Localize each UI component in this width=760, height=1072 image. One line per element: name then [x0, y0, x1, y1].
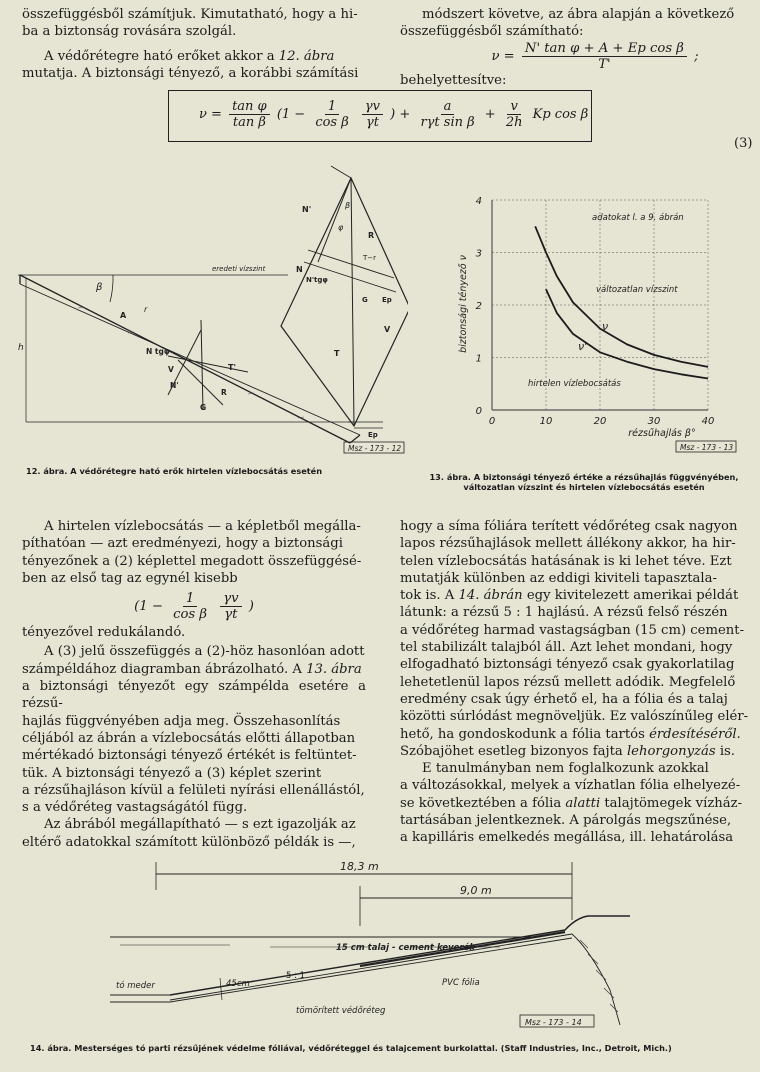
- figure-13-ref: Msz - 173 - 13: [680, 443, 734, 452]
- y-tick-label: 4: [475, 196, 482, 207]
- label-Ntgphi: N tgφ: [146, 347, 170, 356]
- x-tick-label: 20: [593, 416, 607, 427]
- text-line: közötti súrlódást megnöveljük. Ez valószínűleg elér-: [400, 709, 749, 725]
- text-line: lehetetlenül lapos rézsű mellett adódik. Megfelelő: [400, 674, 736, 690]
- right-column: [400, 518, 750, 847]
- text-line: számpéldához diagramban ábrázolható. A 13. ábra: [22, 661, 362, 677]
- poly-label-V: V: [384, 325, 391, 334]
- formula-3-box: ν = $\frac{\text{tan φ}}{\text{tan β}}$ (1 − $\frac{1}{\text{cos β}}$ $\frac{\gamma v}{\gamma t}$ ) + $\frac{a}{\text{rγt sin β}}$ + $\frac{v}{2h}$ Kp cos β: [168, 90, 592, 142]
- label-Nprime: N': [170, 381, 179, 390]
- x-tick-label: 10: [539, 416, 553, 427]
- text-line: ba a biztonság rovására szolgál.: [22, 24, 237, 40]
- text-line: ben az első tag az egynél kisebb: [22, 570, 238, 586]
- chart-xlabel: rézsűhajlás β°: [628, 428, 696, 439]
- formula-number: (3): [734, 136, 753, 151]
- text-line: A védőrétegre ható erőket akkor a 12. ábra: [44, 48, 335, 64]
- series-name-hirtelen: hirtelen vízlebocsátás: [528, 379, 621, 389]
- text-line: E tanulmányban nem foglalkozunk azokkal: [422, 761, 709, 777]
- text-line: eredmény csak úgy érhető el, ha a fólia és a talaj: [400, 691, 728, 707]
- figure-ref: 12. ábra: [278, 48, 335, 64]
- poly-label-phi: φ: [338, 223, 344, 232]
- text-line: mutatja. A biztonsági tényező, a korábbi számítási: [22, 65, 359, 81]
- label-h: h: [18, 343, 24, 353]
- text-line: eltérő adatokkal számított különböző példák is —,: [22, 834, 356, 850]
- text-line: a változásokkal, melyek a vízhatlan fólia elhelyezé-: [400, 778, 741, 794]
- series-line-valtozatlan: [535, 226, 708, 367]
- figure-12-ref: Msz - 173 - 12: [348, 444, 402, 453]
- dim-18-3m: 18,3 m: [340, 860, 379, 873]
- text-line: elfogadható biztonsági tényező csak gyakorlatilag: [400, 657, 735, 673]
- chart-label-nu-prime: ν': [578, 340, 588, 353]
- figure-14-caption: 14. ábra. Mesterséges tó parti rézsűjének védelme fóliával, védőréteggel és talajcement burkolattal. (Staff Industries, Inc., Detroit, Mich.): [30, 1043, 672, 1053]
- series-name-valtozatlan: változatlan vízszint: [596, 285, 678, 295]
- text-line: behelyettesítve:: [400, 72, 507, 88]
- text-line: hogy a síma fóliára terített védőréteg csak nagyon: [400, 519, 738, 534]
- poly-label-Ep: Ep: [382, 296, 392, 304]
- text-line: a kapilláris emelkedés megállása, ill. lehatárolása: [400, 830, 734, 846]
- top-right-text: [400, 6, 750, 89]
- text-line: látunk: a rézsű 5 : 1 hajlású. A rézsű felső részén: [400, 605, 728, 621]
- label-pvc-folia: PVC fólia: [442, 978, 480, 988]
- chart-ylabel: biztonsági tényező ν: [458, 255, 469, 353]
- poly-label-beta: β: [345, 201, 351, 210]
- figure-13-chart: [440, 184, 748, 466]
- figure-14: [110, 850, 630, 1035]
- label-T: T': [228, 363, 236, 372]
- chart-annotation-adatok: adatokat l. a 9. ábrán: [592, 213, 684, 223]
- poly-label-G: G: [362, 296, 368, 304]
- label-G: G: [200, 403, 207, 412]
- text-line: A (3) jelű összefüggés a (2)-höz hasonlóan adott: [44, 644, 365, 660]
- text-line: hajlás függvényében adja meg. Összehasonlítás: [22, 713, 341, 729]
- poly-label-Nprime: N': [302, 205, 312, 214]
- text-line: A hirtelen vízlebocsátás — a képletből megálla-: [44, 519, 361, 534]
- poly-label-Ntgphi: N'tgφ: [306, 276, 328, 284]
- label-R: R: [221, 388, 227, 397]
- top-left-text: [22, 6, 366, 82]
- text-line: se következtében a fólia alatti talajtömegek vízház-: [400, 795, 743, 811]
- figure-14-ref: Msz - 173 - 14: [525, 1018, 582, 1027]
- text-line: Szóbajöhet esetleg bizonyos fajta lehorgonyzás is.: [400, 743, 735, 759]
- text-line: hető, ha gondoskodunk a fólia tartós érdesítéséről.: [400, 726, 741, 742]
- text-line: a védőréteg harmad vastagságban (15 cm) cement-: [400, 622, 745, 638]
- label-V: V: [168, 365, 174, 374]
- label-Ep: Ep: [368, 431, 378, 439]
- label-r: r: [144, 305, 148, 314]
- text-line: Az ábrából megállapítható — s ezt igazolják az: [44, 817, 356, 833]
- poly-label-N: N: [296, 265, 303, 274]
- x-tick-label: 30: [647, 416, 661, 427]
- series-line-hirtelen: [546, 289, 708, 378]
- y-tick-label: 2: [475, 301, 482, 312]
- text-line: tartásában jelentkeznek. A párolgás megszűnése,: [400, 813, 732, 829]
- figure-12-caption: 12. ábra. A védőrétegre ható erők hirtelen vízlebocsátás esetén: [26, 466, 323, 476]
- figure-ref: 14. ábrán: [458, 588, 523, 604]
- poly-label-T: T: [334, 349, 340, 358]
- text-line: lapos rézsűhajlások mellett állékony akkor, ha hir-: [400, 536, 736, 552]
- y-tick-label: 0: [475, 406, 482, 417]
- y-tick-label: 3: [475, 248, 482, 260]
- text-line: tényezőnek a (2) képlettel megadott összefüggésé-: [22, 553, 362, 569]
- text-line: mutatják különben az eddigi kiviteli tapasztala-: [400, 570, 717, 586]
- label-45cm: 45cm: [226, 979, 250, 989]
- text-line: módszert követve, az ábra alapján a következő: [422, 7, 735, 22]
- formula-2: ν = $\frac{\text{N' tan φ + A + Ep cos β}}{T'}$ ;: [491, 40, 699, 72]
- inline-formula: (1 − $\frac{1}{\text{cos β}}$ $\frac{\gamma v}{\gamma t}$ ): [134, 591, 254, 623]
- label-eredeti-vizszint: eredeti vízszint: [212, 265, 266, 273]
- text-line: tok is. A 14. ábrán egy kivitelezett amerikai példát: [400, 588, 739, 604]
- label-slope-5-1: 5 : 1: [286, 971, 306, 981]
- text-line: s a védőréteg vastagságától függ.: [22, 800, 248, 816]
- text-line: tel stabilizált talajból áll. Azt lehet mondani, hogy: [400, 640, 733, 656]
- poly-label-R: R: [368, 231, 375, 240]
- label-A: A: [120, 311, 127, 320]
- x-tick-label: 40: [701, 416, 715, 427]
- label-to-meder: tó meder: [116, 981, 155, 991]
- figure-ref: 13. ábra: [306, 661, 362, 677]
- text-line: a biztonsági tényezőt egy számpélda esetére a rézsű-: [22, 679, 366, 712]
- text-line: píthatóan — azt eredményezi, hogy a biztonsági: [22, 536, 343, 552]
- text-line: tényezővel redukálandó.: [22, 625, 186, 641]
- y-tick-label: 1: [475, 353, 482, 365]
- label-beta: β: [96, 282, 103, 293]
- poly-label-T-minus-r: T−r: [363, 254, 377, 262]
- chart-label-nu: ν: [602, 320, 609, 333]
- label-tomoritett-vedoreteg: tömörített védőréteg: [296, 1006, 386, 1016]
- left-column: [22, 518, 366, 851]
- text-line: céljából az ábrán a vízlebocsátás előtti állapotban: [22, 730, 356, 746]
- text-line: a rézsűhajláson kívül a felületi nyírási ellenállástól,: [22, 782, 365, 798]
- text-line: összefüggésből számítható:: [400, 24, 584, 40]
- figure-12: [18, 160, 408, 460]
- text-line: telen vízlebocsátás hatásának is ki lehet téve. Ezt: [400, 553, 732, 569]
- text-line: tük. A biztonsági tényező a (3) képlet szerint: [22, 765, 322, 781]
- text-line: összefüggésből számítjuk. Kimutatható, hogy a hi-: [22, 7, 358, 22]
- figure-13-caption: 13. ábra. A biztonsági tényező értéke a rézsűhajlás függvényében, változatlan vízszint és hirtelen vízlebocsátás esetén: [429, 472, 739, 492]
- x-tick-label: 0: [488, 416, 496, 427]
- label-cement-keverek: 15 cm talaj - cement keverék: [336, 943, 475, 953]
- dim-9-0m: 9,0 m: [460, 884, 492, 897]
- text-line: mértékadó biztonsági tényező értékét is feltüntet-: [22, 748, 357, 764]
